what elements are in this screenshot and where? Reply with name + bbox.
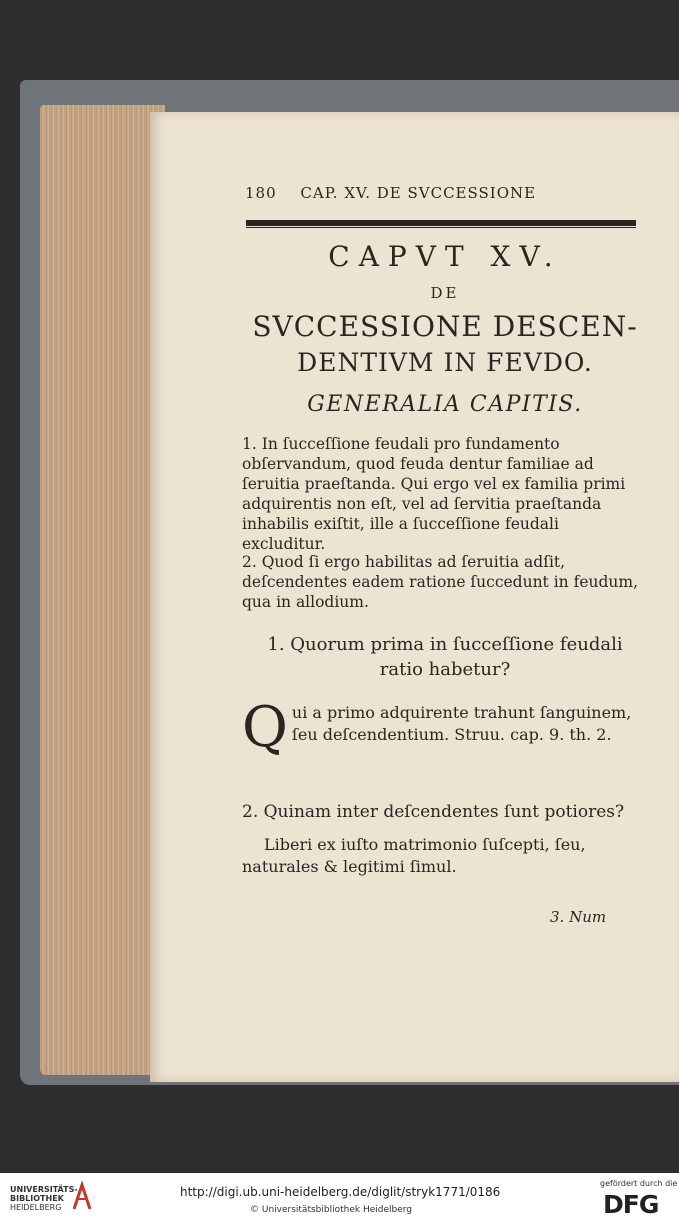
- book-page: [150, 112, 679, 1082]
- chapter-subtitle-line1: SVCCESSIONE DESCEN-: [252, 310, 638, 343]
- library-emblem-icon: [72, 1181, 92, 1211]
- answer-1: [242, 695, 642, 760]
- heading-rule: [246, 220, 636, 226]
- footer-bar: [0, 1173, 679, 1223]
- page-number: 180: [245, 184, 277, 202]
- paragraph-1: 1. In ſucceſſione feudali pro fundamento obſervandum, quod feuda dentur familiae ad ſeruitia praeſtanda. Qui ergo vel ex familia primi adquirentis non eſt, vel ad ſervitia praeſtanda inhabilis exiſtit, ille a ſucceſſione feudali excluditur.: [242, 435, 626, 553]
- source-url-link[interactable]: http://digi.ub.uni-heidelberg.de/diglit/stryk1771/0186: [180, 1185, 501, 1199]
- chapter-subtitle-line2: DENTIVM IN FEVDO.: [297, 348, 593, 377]
- running-head: [245, 184, 665, 202]
- drop-cap: Q: [242, 695, 288, 760]
- sponsor-label: gefördert durch die: [600, 1179, 678, 1188]
- section-heading: GENERALIA CAPITIS.: [307, 392, 583, 417]
- library-name-line1: UNIVERSITÄTS-: [10, 1185, 78, 1194]
- page-edges: [40, 105, 165, 1075]
- chapter-title: CAPVT XV.: [328, 240, 562, 273]
- question-2: 2. Quinam inter deſcendentes ſunt potiores?: [242, 802, 625, 822]
- running-head-text: CAP. XV. DE SVCCESSIONE: [300, 184, 537, 202]
- library-name-line2: BIBLIOTHEK: [10, 1194, 64, 1203]
- answer-1-text: ui a primo adquirente trahunt ſanguinem, ſeu deſcendentium. Struu. cap. 9. th. 2.: [291, 703, 632, 744]
- dfg-logo: DFG: [603, 1190, 659, 1219]
- paragraph-2: 2. Quod ſi ergo habilitas ad ſeruitia adſit, deſcendentes eadem ratione ſuccedunt in feudum, qua in allodium.: [242, 553, 638, 611]
- question-1: 1. Quorum prima in ſucceſſione feudali ratio habetur?: [267, 634, 623, 680]
- library-logo: [10, 1185, 78, 1212]
- chapter-de: DE: [430, 284, 460, 302]
- answer-2: Liberi ex iuſto matrimonio ſuſcepti, ſeu, naturales & legitimi ſimul.: [242, 835, 586, 876]
- copyright-text: © Universitätsbibliothek Heidelberg: [250, 1205, 413, 1215]
- heading-rule-thin: [246, 227, 636, 228]
- catchword: 3. Num: [550, 908, 607, 926]
- library-name-line3: HEIDELBERG: [10, 1203, 62, 1212]
